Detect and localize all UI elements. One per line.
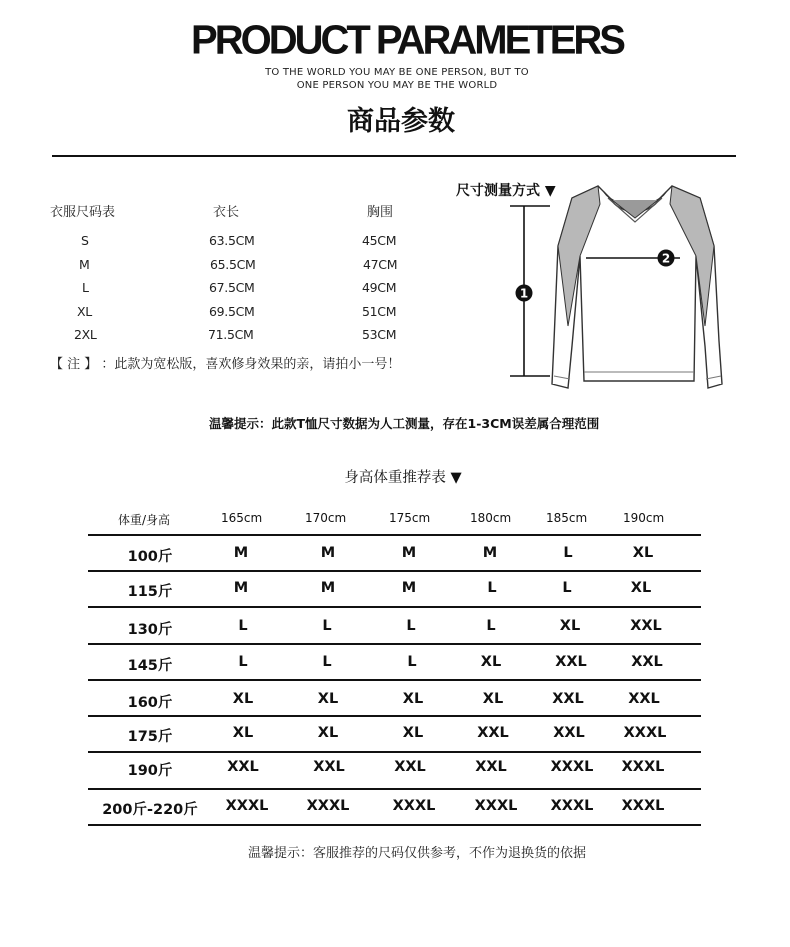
size-cell: XL [482, 691, 504, 707]
size-cell: XXL [475, 759, 507, 775]
size-cell: XL [630, 580, 652, 596]
size-cell: XXL [313, 759, 345, 775]
size-cell: L [406, 618, 416, 634]
tagline-line-1: TO THE WORLD YOU MAY BE ONE PERSON, BUT TO [265, 67, 529, 78]
size-chart-cell: 53CM [362, 327, 397, 342]
table-rule [88, 788, 701, 790]
size-chart-cell: L [82, 280, 89, 295]
size-cell: M [320, 580, 336, 596]
table-rule [88, 606, 701, 608]
size-cell: L [407, 654, 417, 670]
size-cell: XXXL [621, 798, 665, 814]
size-cell: XXL [477, 725, 509, 741]
size-cell: M [401, 545, 417, 561]
size-cell: XL [559, 618, 581, 634]
tagline-line-2: ONE PERSON YOU MAY BE THE WORLD [296, 80, 498, 91]
table-corner-header: 体重/身高 [118, 513, 171, 527]
height-header: 180cm [470, 511, 512, 525]
size-chart-header-length: 衣长 [213, 205, 240, 220]
length-marker: 1 [519, 286, 529, 301]
size-cell: XL [232, 691, 254, 707]
size-cell: XL [402, 725, 424, 741]
size-cell: XXXL [621, 759, 665, 775]
size-cell: XXXL [623, 725, 667, 741]
size-chart-cell: 69.5CM [209, 304, 255, 319]
weight-label: 200斤-220斤 [102, 802, 198, 818]
size-cell: XXXL [392, 798, 436, 814]
size-cell: XXXL [550, 798, 594, 814]
footer-tip: 温馨提示：客服推荐的尺码仅供参考，不作为退换货的依据 [247, 846, 586, 861]
size-cell: XL [317, 725, 339, 741]
size-cell: L [322, 618, 332, 634]
size-cell: XXL [553, 725, 585, 741]
size-cell: M [233, 545, 249, 561]
size-cell: XL [317, 691, 339, 707]
weight-label: 160斤 [127, 695, 173, 711]
size-cell: XXXL [225, 798, 269, 814]
height-header: 170cm [305, 511, 347, 525]
size-cell: XL [480, 654, 502, 670]
size-chart-header-chest: 胸围 [367, 205, 394, 220]
size-cell: L [322, 654, 332, 670]
size-chart-cell: 47CM [363, 257, 398, 272]
size-cell: XL [402, 691, 424, 707]
header-divider [52, 155, 736, 157]
size-chart-cell: 49CM [362, 280, 397, 295]
size-cell: L [238, 618, 248, 634]
size-cell: XXL [630, 618, 662, 634]
size-cell: L [486, 618, 496, 634]
size-cell: M [320, 545, 336, 561]
table-rule [88, 643, 701, 645]
weight-label: 100斤 [127, 549, 173, 565]
size-cell: XXXL [474, 798, 518, 814]
size-cell: M [482, 545, 498, 561]
size-chart-cell: 71.5CM [208, 327, 254, 342]
size-chart-cell: M [79, 257, 90, 272]
table-rule [88, 824, 701, 826]
size-chart-cell: 67.5CM [209, 280, 255, 295]
size-chart-cell: S [81, 233, 89, 248]
size-cell: XL [232, 725, 254, 741]
size-cell: XXXL [550, 759, 594, 775]
size-cell: XXL [394, 759, 426, 775]
table-rule [88, 751, 701, 753]
size-chart-cell: 63.5CM [209, 233, 255, 248]
weight-label: 145斤 [127, 658, 173, 674]
table-rule [88, 715, 701, 717]
chinese-title: 商品参数 [347, 106, 455, 137]
measurement-label: 尺寸测量方式 ▼ [456, 183, 556, 199]
weight-label: 190斤 [127, 763, 173, 779]
chest-marker: 2 [661, 251, 671, 266]
size-cell: L [562, 580, 572, 596]
size-cell: XXL [628, 691, 660, 707]
weight-label: 130斤 [127, 622, 173, 638]
table-rule [88, 570, 701, 572]
page-title: PRODUCT PARAMETERS [191, 17, 623, 63]
weight-label: 115斤 [127, 584, 173, 600]
table-rule [88, 679, 701, 681]
table-rule [88, 534, 701, 536]
size-chart-cell: 51CM [362, 304, 397, 319]
recommendation-title: 身高体重推荐表 ▼ [344, 470, 462, 486]
size-cell: XXL [555, 654, 587, 670]
size-chart-cell: 65.5CM [210, 257, 256, 272]
size-cell: M [233, 580, 249, 596]
measurement-tip: 温馨提示：此款T恤尺寸数据为人工测量，存在1-3CM误差属合理范围 [209, 416, 600, 431]
size-chart-cell: 45CM [362, 233, 397, 248]
size-cell: L [238, 654, 248, 670]
size-chart-header-size: 衣服尺码表 [50, 205, 116, 220]
size-cell: XXL [227, 759, 259, 775]
size-cell: XXL [631, 654, 663, 670]
size-cell: XXXL [306, 798, 350, 814]
tshirt-measurement-diagram [500, 176, 730, 396]
weight-label: 175斤 [127, 729, 173, 745]
height-header: 175cm [389, 511, 431, 525]
size-cell: XL [632, 545, 654, 561]
size-cell: L [563, 545, 573, 561]
height-header: 165cm [221, 511, 263, 525]
size-chart-cell: XL [77, 304, 92, 319]
size-cell: M [401, 580, 417, 596]
size-chart-cell: 2XL [74, 327, 97, 342]
size-cell: XXL [552, 691, 584, 707]
size-note: 【 注 】 ：此款为宽松版，喜欢修身效果的亲，请拍小一号！ [50, 357, 401, 372]
height-header: 190cm [623, 511, 665, 525]
size-cell: L [487, 580, 497, 596]
height-header: 185cm [546, 511, 588, 525]
